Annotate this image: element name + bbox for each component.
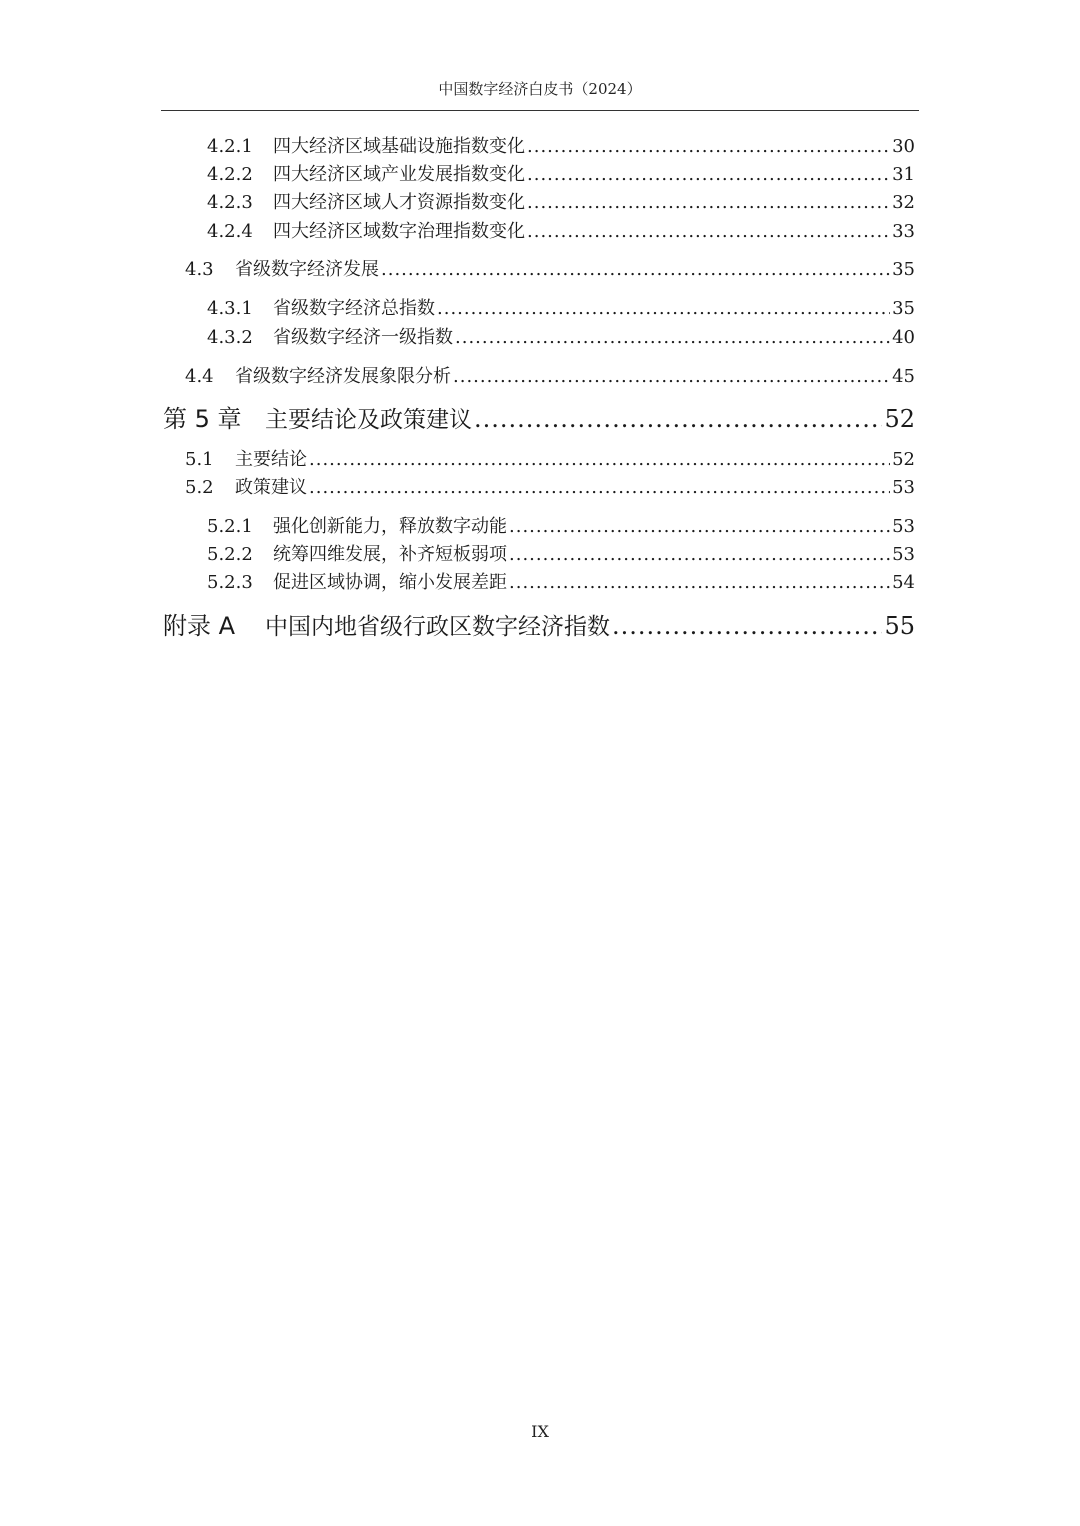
toc-entry-page: 53 <box>892 516 915 537</box>
toc-entry-title: 四大经济区域人才资源指数变化 <box>273 192 525 213</box>
toc-entry-number: 5.2.1 <box>207 516 253 537</box>
toc-entry-page: 30 <box>892 136 915 157</box>
toc-entry-page: 55 <box>884 612 915 640</box>
toc-entry-4-2-3[interactable] <box>207 188 915 216</box>
toc-entry-5-2-3[interactable] <box>207 568 915 596</box>
toc-entry-number: 4.3.2 <box>207 327 253 348</box>
toc-entry-number: 5.2 <box>185 477 214 498</box>
toc-entry-5-1[interactable] <box>185 445 915 473</box>
toc-entry-page: 53 <box>892 477 915 498</box>
toc-entry-title: 四大经济区域产业发展指数变化 <box>273 164 525 185</box>
toc-entry-title: 强化创新能力，释放数字动能 <box>273 516 507 537</box>
running-header: 中国数字经济白皮书（2024） <box>438 80 642 98</box>
toc-entry-4-3-2[interactable] <box>207 323 915 351</box>
toc-entry-number: 4.2.3 <box>207 192 253 213</box>
toc-entry-number: 4.4 <box>185 366 214 387</box>
toc-entry-title: 促进区域协调，缩小发展差距 <box>273 572 507 593</box>
toc-entry-title: 政策建议 <box>235 477 307 498</box>
toc-entry-page: 54 <box>892 572 915 593</box>
toc-entry-page: 45 <box>892 366 915 387</box>
toc-entry-title: 主要结论 <box>235 449 307 470</box>
dot-leader <box>527 136 890 157</box>
toc-entry-page: 52 <box>892 449 915 470</box>
toc-entry-title: 四大经济区域基础设施指数变化 <box>273 136 525 157</box>
dot-leader <box>527 164 890 185</box>
toc-entry-page: 35 <box>892 259 915 280</box>
toc-entry-4-3-1[interactable] <box>207 294 915 322</box>
toc-entry-title: 统筹四维发展，补齐短板弱项 <box>273 544 507 565</box>
toc-entry-title: 四大经济区域数字治理指数变化 <box>273 221 525 242</box>
toc-entry-5-2-2[interactable] <box>207 540 915 568</box>
toc-entry-4-2-2[interactable] <box>207 160 915 188</box>
dot-leader <box>527 192 890 213</box>
toc-entry-number: 附录 A <box>163 612 236 640</box>
dot-leader <box>527 221 890 242</box>
toc-entry-number: 4.3 <box>185 259 214 280</box>
toc-entry-number: 5.2.2 <box>207 544 253 565</box>
toc-entry-4-4[interactable] <box>185 362 915 390</box>
toc-entry-number: 4.2.1 <box>207 136 253 157</box>
toc-entry-title: 省级数字经济发展象限分析 <box>235 366 451 387</box>
toc-entry-4-3[interactable] <box>185 255 915 283</box>
toc-entry-4-2-1[interactable] <box>207 132 915 160</box>
toc-entry-title: 省级数字经济发展 <box>235 259 379 280</box>
toc-entry-page: 32 <box>892 192 915 213</box>
dot-leader <box>509 544 890 565</box>
toc-entry-title: 主要结论及政策建议 <box>265 407 472 433</box>
page-number: IX <box>531 1422 549 1441</box>
dot-leader <box>455 327 890 348</box>
dot-leader <box>509 572 890 593</box>
toc-entry-page: 40 <box>892 327 915 348</box>
toc-entry-chapter-5[interactable] <box>163 399 915 433</box>
dot-leader <box>309 477 890 498</box>
toc-entry-title: 省级数字经济一级指数 <box>273 327 453 348</box>
toc-entry-number: 第 5 章 <box>163 405 242 433</box>
dot-leader <box>437 298 890 319</box>
toc-entry-5-2[interactable] <box>185 473 915 501</box>
toc-entry-4-2-4[interactable] <box>207 217 915 245</box>
dot-leader <box>381 259 890 280</box>
toc-entry-number: 5.2.3 <box>207 572 253 593</box>
toc-entry-5-2-1[interactable] <box>207 512 915 540</box>
dot-leader <box>509 516 890 537</box>
dot-leader <box>453 366 890 387</box>
dot-leader <box>309 449 890 470</box>
dot-leader <box>612 612 882 640</box>
toc-entry-page: 53 <box>892 544 915 565</box>
toc-entry-page: 33 <box>892 221 915 242</box>
toc-entry-page: 35 <box>892 298 915 319</box>
toc-entry-number: 4.2.2 <box>207 164 253 185</box>
toc-entry-page: 31 <box>892 164 915 185</box>
toc-entry-number: 4.3.1 <box>207 298 253 319</box>
toc-entry-number: 4.2.4 <box>207 221 253 242</box>
toc-entry-appendix-a[interactable] <box>163 606 915 640</box>
toc-entry-page: 52 <box>884 405 915 433</box>
toc-entry-number: 5.1 <box>185 449 214 470</box>
toc-entry-title: 省级数字经济总指数 <box>273 298 435 319</box>
toc-entry-title: 中国内地省级行政区数字经济指数 <box>265 614 610 640</box>
dot-leader <box>474 405 882 433</box>
